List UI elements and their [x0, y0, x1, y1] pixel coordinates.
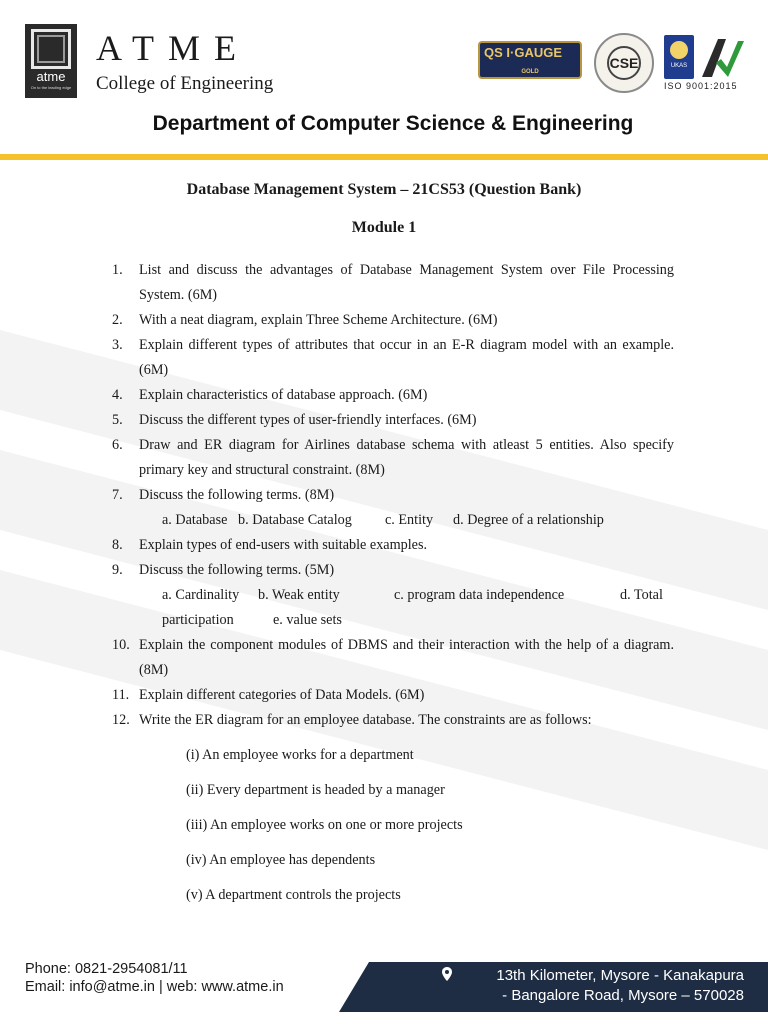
logo-tagline: On to the leading edge [30, 85, 72, 90]
term-item: c. Entity [385, 512, 434, 528]
question-number: 10. [112, 637, 130, 653]
footer-phone: Phone: 0821-2954081/11 [25, 961, 188, 977]
question-number: 6. [112, 437, 123, 453]
question-number: 11. [112, 687, 130, 703]
question-item [112, 683, 674, 708]
question-item [112, 383, 674, 408]
constraint-item: (ii) Every department is headed by a manager [186, 782, 445, 798]
term-item: b. Database Catalog [238, 512, 352, 528]
question-item [112, 708, 674, 733]
question-number: 2. [112, 312, 123, 328]
question-text: Discuss the following terms. (5M) [139, 562, 335, 578]
question-item [112, 558, 674, 583]
module-heading: Module 1 [351, 219, 417, 236]
college-name: College of Engineering [96, 73, 274, 94]
qs-badge-title: QS I·GAUGE [484, 45, 563, 60]
term-item: d. Total [620, 587, 663, 603]
question-item [112, 533, 674, 558]
accreditation-badges [478, 33, 748, 95]
question-text: List and discuss the advantages of Database Management System over File Processing System. (6M) [139, 262, 674, 303]
term-item: b. Weak entity [258, 587, 340, 603]
question-number: 7. [112, 487, 123, 503]
term-item: a. Cardinality [162, 587, 240, 603]
term-item: c. program data independence [394, 587, 565, 603]
footer-contact [25, 960, 284, 996]
term-item: a. Database [162, 512, 228, 528]
ukas-badge-text: UKAS [670, 63, 688, 69]
question-item [112, 433, 674, 483]
address-line-1: 13th Kilometer, Mysore - Kanakapura [496, 967, 744, 984]
cse-seal [594, 33, 654, 93]
question-item [112, 483, 674, 508]
question-number: 4. [112, 387, 123, 403]
term-item: participation [162, 612, 234, 628]
iso-certification: ISO 9001:2015 [664, 81, 738, 91]
college-logo [25, 24, 77, 98]
constraint-item: (i) An employee works for a department [186, 747, 414, 763]
constraint-item: (iii) An employee works on one or more projects [186, 817, 463, 833]
brand-name: ATME [96, 28, 250, 68]
question-number: 1. [112, 262, 123, 278]
question-text: Explain different categories of Data Models. (6M) [139, 687, 425, 703]
address-line-2: - Bangalore Road, Mysore – 570028 [502, 987, 744, 1004]
term-item: e. value sets [273, 612, 342, 628]
department-title: Department of Computer Science & Engineering [152, 112, 634, 135]
constraint-item: (v) A department controls the projects [186, 887, 401, 903]
question-number: 3. [112, 337, 123, 353]
question-number: 8. [112, 537, 123, 553]
question-item [112, 308, 674, 333]
question-text: Explain types of end-users with suitable examples. [139, 537, 428, 553]
document-title: Database Management System – 21CS53 (Question Bank) [186, 181, 582, 198]
question-text: Explain the component modules of DBMS and their interaction with the help of a diagram. (8M) [139, 637, 674, 678]
footer-address [440, 966, 744, 1006]
question-text: With a neat diagram, explain Three Scheme Architecture. (6M) [139, 312, 498, 328]
question-list [112, 258, 674, 918]
q9-terms-line2 [112, 608, 674, 633]
question-item [112, 408, 674, 433]
question-text: Discuss the following terms. (8M) [139, 487, 335, 503]
question-text: Explain different types of attributes that occur in an E-R diagram model with an example. (6M) [139, 337, 674, 378]
header-rule [0, 154, 768, 160]
term-item: d. Degree of a relationship [453, 512, 604, 528]
q9-terms-line1 [112, 583, 674, 608]
letterhead [0, 0, 768, 160]
question-text: Explain characteristics of database approach. (6M) [139, 387, 428, 403]
constraint-item: (iv) An employee has dependents [186, 852, 376, 868]
aja-certification-icon [698, 33, 748, 81]
q7-terms [112, 508, 674, 533]
question-number: 9. [112, 562, 123, 578]
question-item [112, 333, 674, 383]
qs-igauge-badge [478, 41, 582, 79]
question-number: 5. [112, 412, 123, 428]
cse-seal-text: CSE [607, 46, 641, 80]
question-number: 12. [112, 712, 130, 728]
ukas-badge [664, 35, 694, 79]
question-item [112, 258, 674, 308]
logo-word: atme [36, 69, 66, 84]
question-text: Write the ER diagram for an employee database. The constraints are as follows: [139, 712, 592, 728]
qs-badge-level: GOLD [521, 69, 539, 75]
question-item [112, 633, 674, 683]
question-text: Discuss the different types of user-friendly interfaces. (6M) [139, 412, 477, 428]
question-text: Draw and ER diagram for Airlines database schema with atleast 5 entities. Also specify primary key and structural constraint. (8M) [139, 437, 674, 478]
footer-email-web: Email: info@atme.in | web: www.atme.in [25, 979, 284, 995]
